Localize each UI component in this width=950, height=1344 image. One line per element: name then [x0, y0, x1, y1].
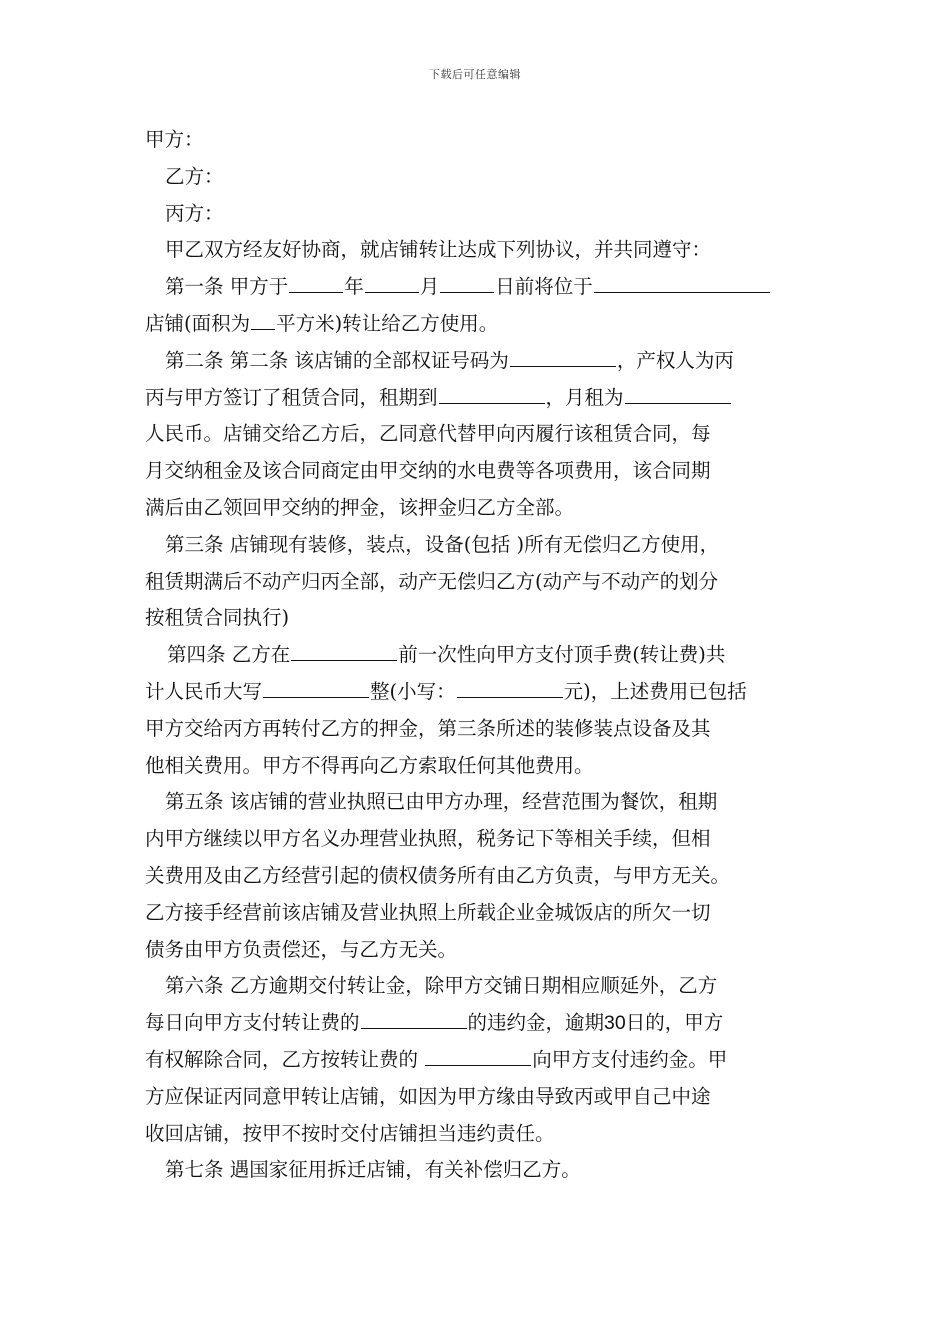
article-5-text-2: 内甲方继续以甲方名义办理营业执照，税务记下等相关手续，但相 — [145, 827, 711, 851]
party-b-line — [145, 159, 809, 196]
article-3-line-1 — [145, 527, 809, 564]
overdue-days-number: 30 — [604, 1012, 626, 1035]
article-5-line-2 — [145, 821, 809, 858]
article-3-text-3: 按租赁合同执行) — [145, 606, 290, 630]
article-5-line-1 — [145, 784, 809, 821]
penalty-rate-blank — [361, 1006, 467, 1029]
article-3-line-3 — [145, 600, 809, 637]
payment-date-blank — [291, 638, 397, 661]
contract-body — [145, 122, 809, 1189]
article-6-text-5: 收回店铺，按甲不按时交付店铺担当违约责任。 — [145, 1121, 555, 1145]
location-label: 日前将位于 — [495, 275, 593, 299]
area-label: 店铺(面积为 — [145, 311, 251, 335]
overdue-label: 的违约金，逾期 — [467, 1011, 605, 1035]
month-blank — [365, 270, 419, 293]
amount-lowercase-label: 整(小写： — [370, 679, 456, 703]
penalty-rate-label: 每日向甲方支付转让费的 — [145, 1011, 360, 1035]
article-4-text-4: 他相关费用。甲方不得再向乙方索取任何其他费用。 — [145, 753, 594, 777]
certificate-number-blank — [510, 344, 616, 367]
article-3-text-1: 第三条 店铺现有装修，装点，设备(包括 )所有无偿归乙方使用， — [165, 532, 720, 556]
transfer-fee-label: 前一次性向甲方支付顶手费(转让费)共 — [398, 643, 726, 667]
article-6-text-4: 方应保证丙同意甲转让店铺，如因为甲方缘由导致丙或甲自己中途 — [145, 1084, 711, 1108]
article-5-line-3 — [145, 858, 809, 895]
party-b-label: 乙方： — [165, 164, 224, 188]
monthly-rent-blank — [625, 381, 731, 404]
amount-note-text: 元)，上述费用已包括 — [563, 679, 747, 703]
termination-label: 有权解除合同，乙方按转让费的 — [145, 1047, 425, 1071]
article-4-line-2 — [145, 674, 809, 711]
party-c-label: 丙方： — [165, 201, 224, 225]
article-5-text-4: 乙方接手经营前该店铺及营业执照上所载企业金城饭店的所欠一切 — [145, 900, 711, 924]
article-4-text-3: 甲方交给丙方再转付乙方的押金，第三条所述的装修装点设备及其 — [145, 716, 711, 740]
article-2-text-4: 月交纳租金及该合同商定由甲交纳的水电费等各项费用，该合同期 — [145, 459, 711, 483]
amount-uppercase-blank — [263, 675, 369, 698]
year-blank — [289, 270, 343, 293]
article-1-line-1 — [145, 269, 809, 306]
article-6-line-5 — [145, 1116, 809, 1153]
article-6-line-1 — [145, 968, 809, 1005]
termination-penalty-blank — [425, 1043, 531, 1066]
article-4-text: 第四条 乙方在 — [167, 643, 291, 667]
article-6-line-4 — [145, 1079, 809, 1116]
article-7-line-1 — [145, 1152, 809, 1189]
article-3-text-2: 租赁期满后不动产归丙全部，动产无偿归乙方(动产与不动产的划分 — [145, 569, 719, 593]
party-c-line — [145, 196, 809, 233]
location-blank — [594, 270, 770, 293]
area-blank — [251, 307, 275, 330]
article-4-line-4 — [145, 748, 809, 785]
article-5-text-5: 债务由甲方负责偿还，与乙方无关。 — [145, 937, 458, 961]
article-4-line-3 — [145, 711, 809, 748]
article-2-text: 第二条 第二条 该店铺的全部权证号码为 — [165, 348, 509, 372]
page-header-note: 下载后可任意编辑 — [429, 68, 521, 81]
article-1-text: 第一条 甲方于 — [165, 275, 289, 299]
article-3-line-2 — [145, 564, 809, 601]
article-2-text-5: 满后由乙领回甲交纳的押金，该押金归乙方全部。 — [145, 495, 575, 519]
termination-text: 向甲方支付违约金。甲 — [532, 1047, 728, 1071]
article-5-text-1: 第五条 该店铺的营业执照已由甲方办理，经营范围为餐饮，租期 — [165, 790, 718, 814]
article-2-line-1 — [145, 343, 809, 380]
article-6-line-3 — [145, 1042, 809, 1079]
monthly-rent-label: ，月租为 — [545, 385, 624, 409]
party-a-label: 甲方： — [145, 128, 204, 151]
article-5-text-3: 关费用及由乙方经营引起的债权债务所有由乙方负责，与甲方无关。 — [145, 863, 731, 887]
amount-uppercase-label: 计人民币大写 — [145, 679, 263, 703]
overdue-days-text: 日的，甲方 — [625, 1011, 724, 1035]
article-2-line-4 — [145, 453, 809, 490]
intro-line — [145, 232, 809, 269]
article-7-text: 第七条 遇国家征用拆迁店铺，有关补偿归乙方。 — [165, 1158, 581, 1182]
amount-lowercase-blank — [457, 675, 563, 698]
area-unit-text: 平方米)转让给乙方使用。 — [276, 311, 499, 335]
article-5-line-4 — [145, 895, 809, 932]
article-1-line-2 — [145, 306, 809, 343]
article-6-text-1: 第六条 乙方逾期交付转让金，除甲方交铺日期相应顺延外，乙方 — [165, 974, 718, 998]
party-a-line — [145, 122, 809, 159]
lease-term-label: 丙与甲方签订了租赁合同，租期到 — [145, 385, 438, 409]
article-2-line-2 — [145, 380, 809, 417]
year-label: 年 — [344, 275, 364, 299]
article-2-line-5 — [145, 490, 809, 527]
article-6-line-2 — [145, 1005, 809, 1042]
month-label: 月 — [419, 275, 440, 299]
article-2-text-3: 人民币。店铺交给乙方后，乙同意代替甲向丙履行该租赁合同，每 — [145, 422, 711, 446]
article-5-line-5 — [145, 932, 809, 969]
article-2-line-3 — [145, 416, 809, 453]
day-blank — [440, 270, 494, 293]
intro-text: 甲乙双方经友好协商，就店铺转让达成下列协议，并共同遵守： — [165, 238, 712, 262]
owner-label: ，产权人为丙 — [616, 348, 734, 372]
lease-term-blank — [439, 381, 545, 404]
article-4-line-1 — [145, 637, 809, 674]
